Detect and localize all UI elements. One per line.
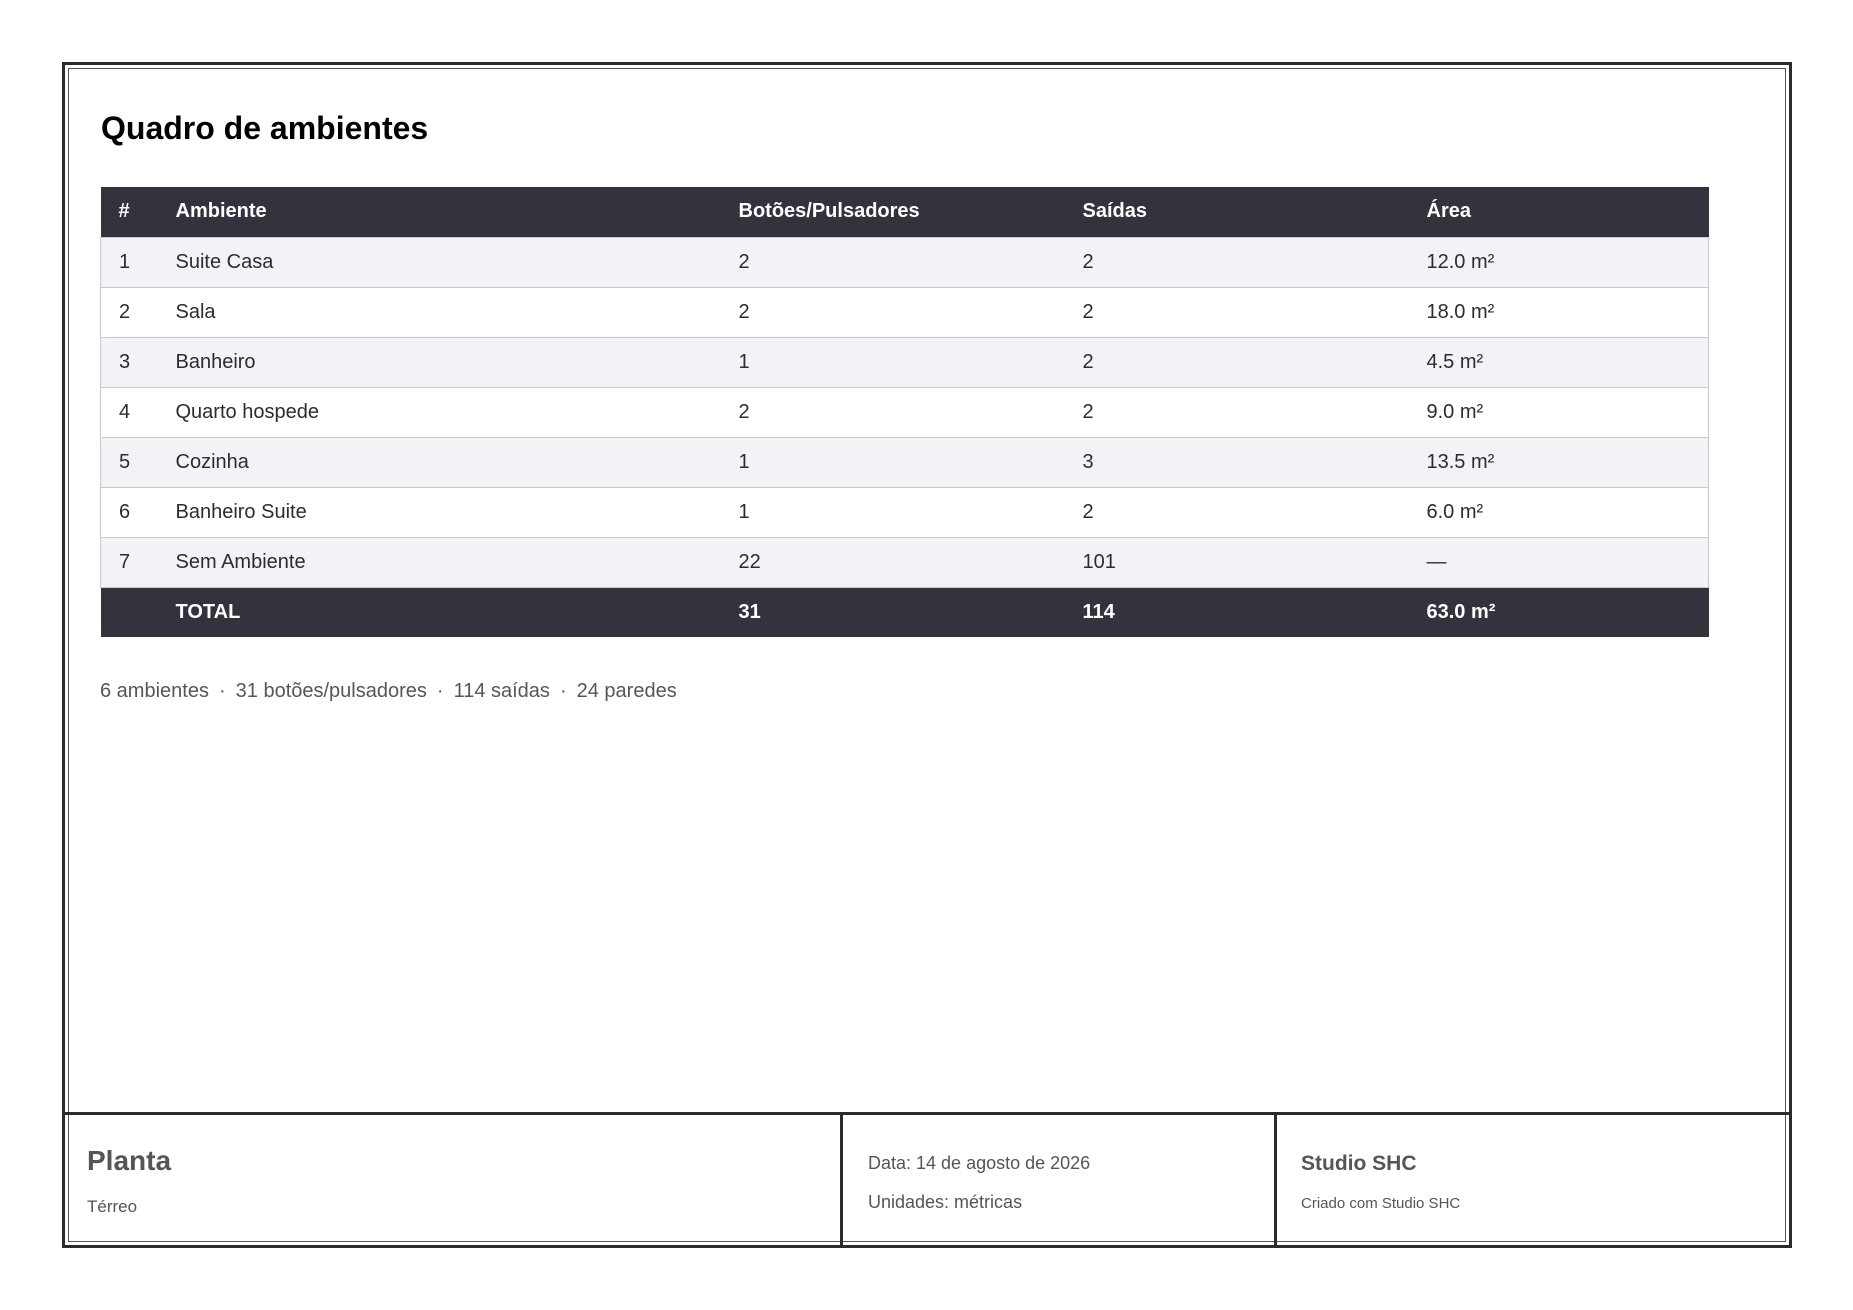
plan-title: Planta <box>87 1145 172 1176</box>
cell-outputs: 2 <box>1083 387 1427 437</box>
header-room: Ambiente <box>175 200 267 223</box>
cell-buttons: 1 <box>739 487 1083 537</box>
total-area: 63.0 m² <box>1426 600 1496 623</box>
title-block-credits <box>1274 1115 1792 1248</box>
summary-separator: · <box>218 680 226 702</box>
cell-outputs: 101 <box>1083 537 1427 587</box>
cell-number: 4 <box>101 387 176 437</box>
title-block <box>62 1112 1792 1248</box>
summary-rooms: 6 ambientes <box>100 680 209 702</box>
cell-number: 1 <box>101 237 176 287</box>
header-outputs: Saídas <box>1082 200 1147 223</box>
plan-date: Data: 14 de agosto de 2026 <box>868 1153 1091 1173</box>
header-number: # <box>118 200 130 223</box>
total-number <box>101 587 176 637</box>
total-buttons: 31 <box>738 600 761 623</box>
cell-area: 4.5 m² <box>1427 337 1709 387</box>
page-title: Quadro de ambientes <box>101 110 429 146</box>
summary-separator: · <box>559 680 567 702</box>
summary-walls: 24 paredes <box>576 680 677 702</box>
cell-area: 9.0 m² <box>1427 387 1709 437</box>
cell-buttons: 1 <box>739 437 1083 487</box>
table-row <box>101 287 1709 337</box>
cell-area: 12.0 m² <box>1427 237 1709 287</box>
cell-buttons: 2 <box>739 387 1083 437</box>
cell-area: — <box>1427 537 1709 587</box>
cell-number: 6 <box>101 487 176 537</box>
cell-buttons: 2 <box>739 287 1083 337</box>
rooms-table <box>100 187 1709 637</box>
cell-buttons: 22 <box>739 537 1083 587</box>
cell-number: 7 <box>101 537 176 587</box>
summary-buttons: 31 botões/pulsadores <box>235 680 427 702</box>
plan-units: Unidades: métricas <box>868 1192 1023 1212</box>
table-row <box>101 337 1709 387</box>
table-header-row <box>101 187 1709 237</box>
cell-buttons: 1 <box>739 337 1083 387</box>
table-row <box>101 387 1709 437</box>
cell-number: 3 <box>101 337 176 387</box>
cell-area: 18.0 m² <box>1427 287 1709 337</box>
cell-outputs: 3 <box>1083 437 1427 487</box>
summary-line <box>100 680 677 703</box>
cell-room: Suite Casa <box>176 237 739 287</box>
cell-outputs: 2 <box>1083 487 1427 537</box>
cell-number: 2 <box>101 287 176 337</box>
studio-name: Studio SHC <box>1301 1152 1417 1175</box>
plan-subtitle: Térreo <box>87 1197 138 1216</box>
table-row <box>101 487 1709 537</box>
table-row <box>101 437 1709 487</box>
summary-separator: · <box>436 680 444 702</box>
cell-outputs: 2 <box>1083 287 1427 337</box>
cell-outputs: 2 <box>1083 337 1427 387</box>
summary-outputs: 114 saídas <box>453 680 550 702</box>
title-block-info <box>840 1115 1274 1248</box>
cell-room: Cozinha <box>176 437 739 487</box>
cell-area: 6.0 m² <box>1427 487 1709 537</box>
cell-room: Banheiro Suite <box>176 487 739 537</box>
cell-outputs: 2 <box>1083 237 1427 287</box>
cell-room: Quarto hospede <box>176 387 739 437</box>
created-with: Criado com Studio SHC <box>1301 1195 1461 1212</box>
header-buttons: Botões/Pulsadores <box>738 200 920 223</box>
title-block-plan <box>62 1115 840 1248</box>
cell-buttons: 2 <box>739 237 1083 287</box>
cell-number: 5 <box>101 437 176 487</box>
header-area: Área <box>1426 200 1471 223</box>
cell-room: Banheiro <box>176 337 739 387</box>
cell-room: Sem Ambiente <box>176 537 739 587</box>
table-row <box>101 237 1709 287</box>
table-row <box>101 537 1709 587</box>
total-label: TOTAL <box>175 600 241 623</box>
table-total-row <box>101 587 1709 637</box>
cell-area: 13.5 m² <box>1427 437 1709 487</box>
cell-room: Sala <box>176 287 739 337</box>
total-outputs: 114 <box>1082 600 1115 623</box>
